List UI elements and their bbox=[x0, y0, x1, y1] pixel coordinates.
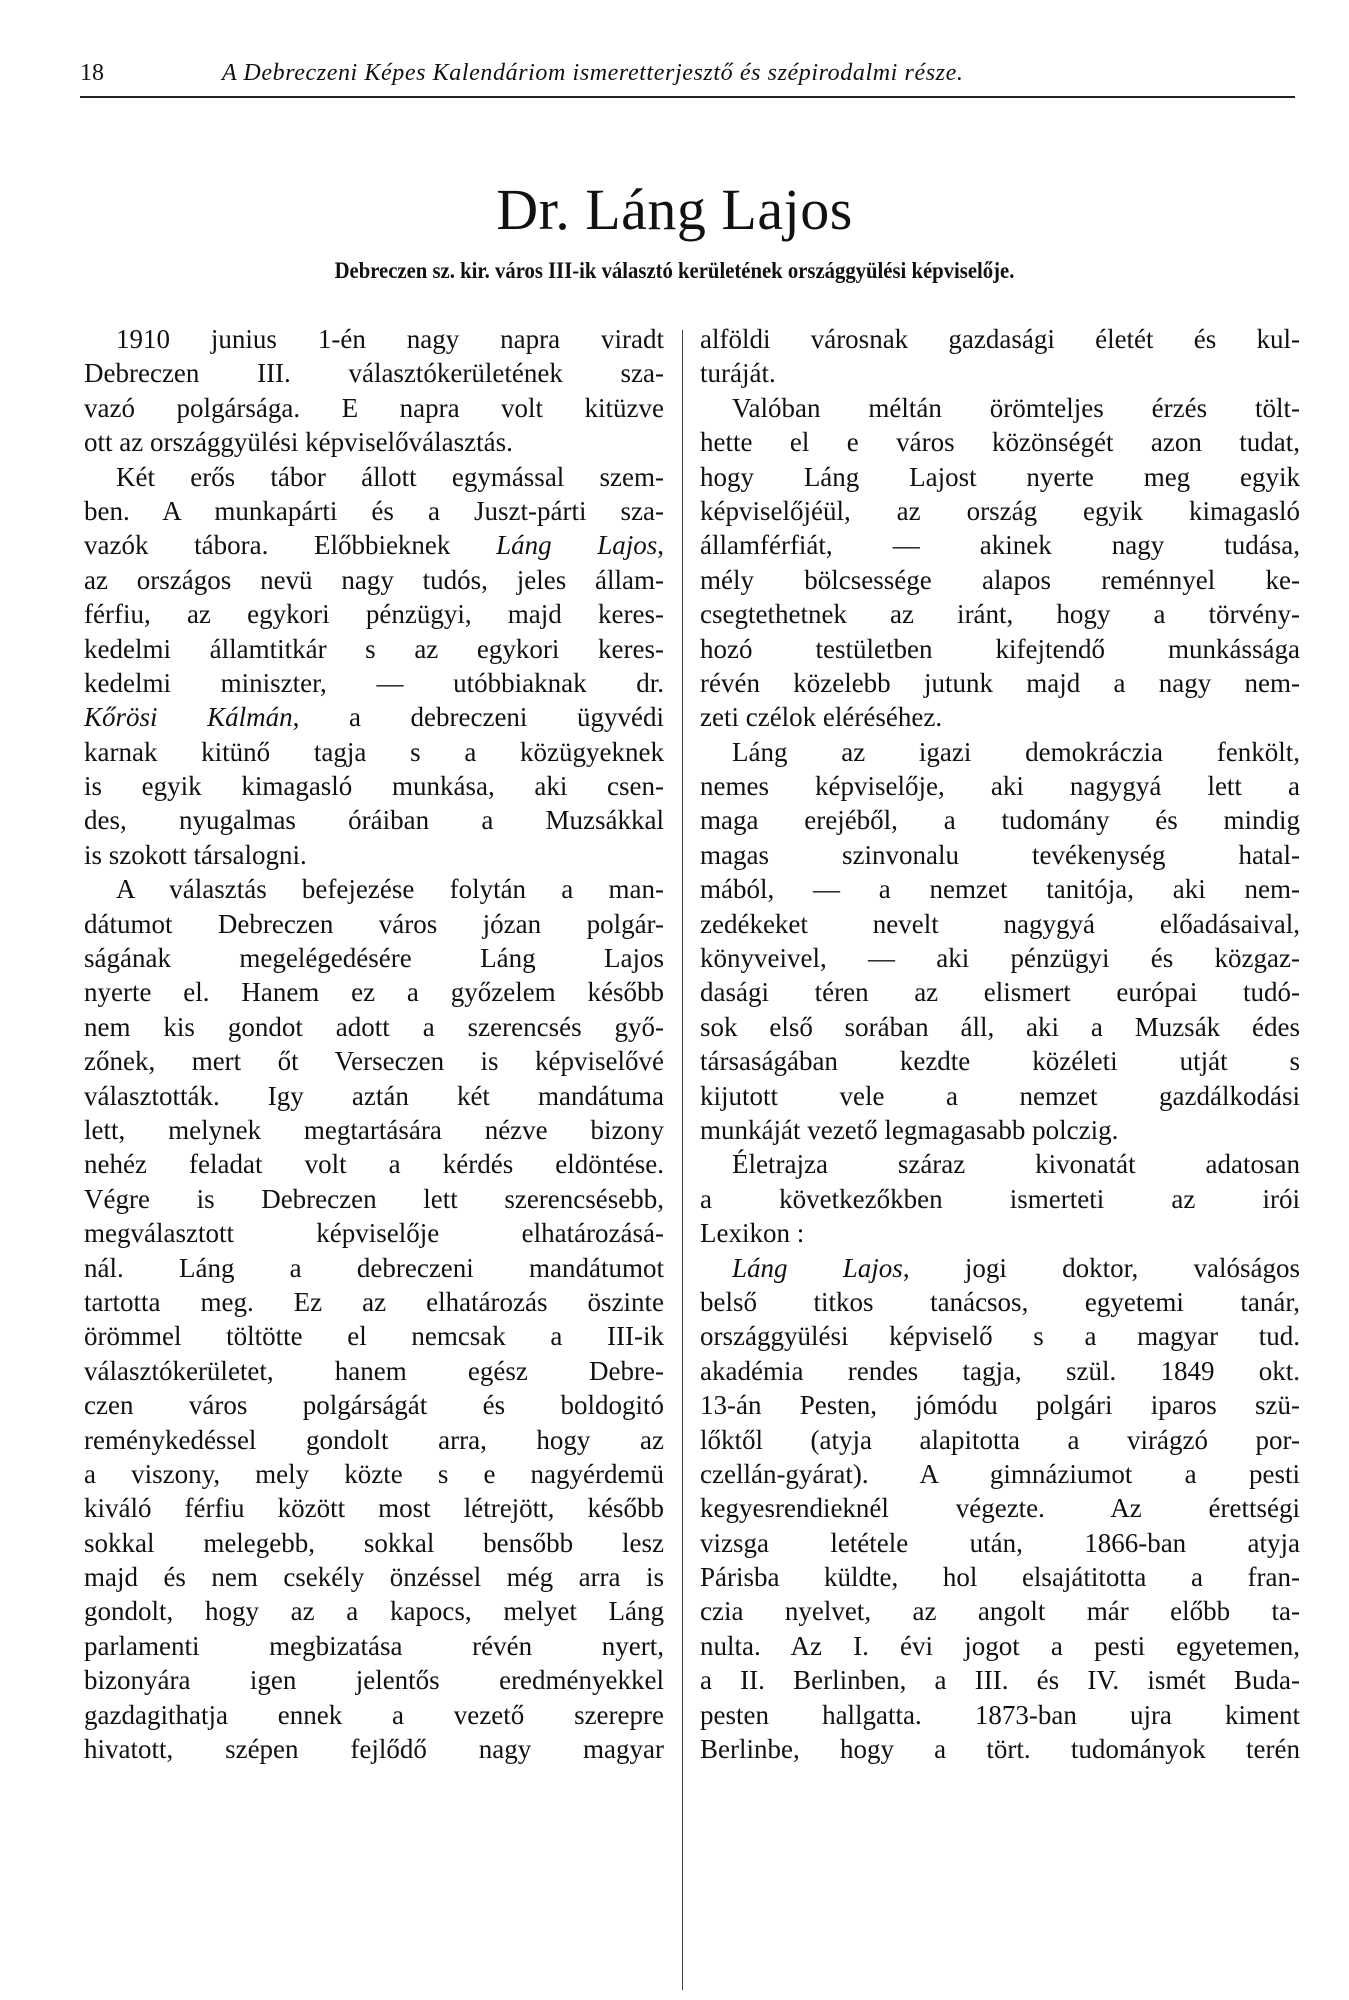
text-line: turáját. bbox=[700, 358, 776, 389]
text-line: zőnek, mert őt Verseczen is képviselővé bbox=[84, 1046, 664, 1077]
text-line: Kőrösi Kálmán, a debreczeni ügyvédi bbox=[84, 702, 664, 733]
text-line: ott az országgyülési képviselőválasztás. bbox=[84, 427, 513, 458]
text-line: dasági téren az elismert európai tudó- bbox=[700, 977, 1300, 1008]
page-number: 18 bbox=[80, 60, 104, 86]
text-line: hette el e város közönségét azon tudat, bbox=[700, 427, 1300, 458]
italic-name: Kőrösi Kálmán bbox=[84, 702, 293, 733]
text-line: a következőkben ismerteti az irói bbox=[700, 1183, 1300, 1214]
running-head-title: A Debreczeni Képes Kalendáriom ismeretterjesztő és szépirodalmi része. bbox=[222, 60, 964, 86]
text-line: alföldi városnak gazdasági életét és kul- bbox=[700, 324, 1300, 354]
text-line: belső titkos tanácsos, egyetemi tanár, bbox=[700, 1286, 1300, 1317]
text-line: Láng az igazi demokráczia fenkölt, bbox=[732, 736, 1300, 767]
text-line: Debreczen III. választókerületének sza- bbox=[84, 358, 664, 389]
text-line: parlamenti megbizatása révén nyert, bbox=[84, 1630, 664, 1661]
text-line: maga erejéből, a tudomány és mindig bbox=[700, 805, 1300, 836]
text-line: választották. Igy aztán két mandátuma bbox=[84, 1080, 664, 1111]
italic-name: Láng Lajos bbox=[496, 530, 658, 561]
text-line: ben. A munkapárti és a Juszt-párti sza- bbox=[84, 495, 664, 526]
text-line: akadémia rendes tagja, szül. 1849 okt. bbox=[700, 1355, 1300, 1386]
text-line: 13-án Pesten, jómódu polgári iparos szü- bbox=[700, 1390, 1300, 1421]
text-line: Párisba küldte, hol elsajátitotta a fran- bbox=[700, 1562, 1300, 1593]
text-line: vazók tábora. Előbbieknek Láng Lajos, bbox=[84, 530, 664, 561]
text-line: Életrajza száraz kivonatát adatosan bbox=[732, 1149, 1300, 1180]
running-head bbox=[80, 58, 1295, 98]
text-line: Berlinbe, hogy a tört. tudományok terén bbox=[700, 1734, 1300, 1765]
text-line: mély bölcsessége alapos reménnyel ke- bbox=[700, 564, 1300, 595]
text-line: czen város polgárságát és boldogitó bbox=[84, 1390, 664, 1421]
text-line: választókerületet, hanem egész Debre- bbox=[84, 1355, 664, 1386]
text-line: országgyülési képviselő s a magyar tud. bbox=[700, 1321, 1300, 1352]
text-line: könyveivel, — aki pénzügyi és közgaz- bbox=[700, 943, 1300, 974]
text-line: sok első sorában áll, aki a Muzsák édes bbox=[700, 1011, 1300, 1042]
text-line: nehéz feladat volt a kérdés eldöntése. bbox=[84, 1149, 664, 1180]
text-line: vizsga letétele után, 1866-ban atyja bbox=[700, 1527, 1300, 1558]
text-line: nál. Láng a debreczeni mandátumot bbox=[84, 1252, 664, 1283]
text-line: sokkal melegebb, sokkal bensőbb lesz bbox=[84, 1527, 664, 1558]
text-line: képviselőjéül, az ország egyik kimagasló bbox=[700, 495, 1300, 526]
text-line: a II. Berlinben, a III. és IV. ismét Buda- bbox=[700, 1665, 1300, 1696]
text-line: nemes képviselője, aki nagygyá lett a bbox=[700, 771, 1300, 802]
text-line: munkáját vezető legmagasabb polczig. bbox=[700, 1114, 1119, 1145]
text-line: Végre is Debreczen lett szerencsésebb, bbox=[84, 1183, 664, 1214]
text-line: a viszony, mely közte s e nagyérdemü bbox=[84, 1458, 664, 1489]
text-line: is egyik kimagasló munkása, aki csen- bbox=[84, 771, 664, 802]
text-line: férfiu, az egykori pénzügyi, majd keres- bbox=[84, 599, 664, 630]
text-line: dátumot Debreczen város józan polgár- bbox=[84, 908, 664, 939]
text-line: megválasztott képviselője elhatározásá- bbox=[84, 1218, 664, 1249]
text-line: hivatott, szépen fejlődő nagy magyar bbox=[84, 1734, 664, 1765]
text-line: mából, — a nemzet tanitója, aki nem- bbox=[700, 874, 1300, 905]
right-column bbox=[700, 322, 1300, 1766]
text-line: társaságában kezdte közéleti utját s bbox=[700, 1046, 1300, 1077]
text-line: gondolt, hogy az a kapocs, melyet Láng bbox=[84, 1596, 664, 1627]
italic-name: Láng Lajos bbox=[732, 1252, 903, 1283]
article-title: Dr. Láng Lajos bbox=[496, 177, 853, 242]
header-rule bbox=[80, 96, 1295, 98]
text-line: örömmel töltötte el nemcsak a III-ik bbox=[84, 1321, 664, 1352]
text-line: kiváló férfiu között most létrejött, később bbox=[84, 1493, 664, 1524]
text-line: kedelmi miniszter, — utóbbiaknak dr. bbox=[84, 667, 664, 698]
text-line: is szokott társalogni. bbox=[84, 839, 307, 870]
text-line: Lexikon : bbox=[700, 1218, 805, 1249]
text-line: lett, melynek megtartására nézve bizony bbox=[84, 1114, 664, 1145]
text-line: csegtethetnek az iránt, hogy a törvény- bbox=[700, 599, 1300, 630]
text-line: hozó testületben kifejtendő munkássága bbox=[700, 633, 1300, 664]
text-line: des, nyugalmas óráiban a Muzsákkal bbox=[84, 805, 664, 836]
text-line: az országos nevü nagy tudós, jeles állam- bbox=[84, 564, 664, 595]
text-line: Két erős tábor állott egymással szem- bbox=[116, 461, 664, 492]
text-line: bizonyára igen jelentős eredményekkel bbox=[84, 1665, 664, 1696]
text-line: nyerte el. Hanem ez a győzelem később bbox=[84, 977, 664, 1008]
article-subtitle: Debreczen sz. kir. város III-ik választó kerületének országgyülési képviselője. bbox=[334, 258, 1015, 283]
text-line: nulta. Az I. évi jogot a pesti egyetemen, bbox=[700, 1630, 1300, 1661]
text-line: zedékeket nevelt nagygyá előadásaival, bbox=[700, 908, 1300, 939]
text-line: vazó polgársága. E napra volt kitüzve bbox=[84, 392, 664, 423]
text-line: pesten hallgatta. 1873-ban ujra kiment bbox=[700, 1699, 1300, 1730]
text-line: A választás befejezése folytán a man- bbox=[116, 874, 664, 905]
text-line: gazdagithatja ennek a vezető szerepre bbox=[84, 1699, 664, 1730]
text-line: Valóban méltán örömteljes érzés tölt- bbox=[732, 392, 1300, 423]
text-line: tartotta meg. Ez az elhatározás öszinte bbox=[84, 1286, 664, 1317]
text-line: 1910 junius 1-én nagy napra viradt bbox=[116, 324, 664, 354]
text-line: karnak kitünő tagja s a közügyeknek bbox=[84, 736, 664, 767]
text-line: hogy Láng Lajost nyerte meg egyik bbox=[700, 461, 1300, 492]
left-column bbox=[84, 322, 664, 1766]
text-line: kijutott vele a nemzet gazdálkodási bbox=[700, 1080, 1300, 1111]
text-line: Láng Lajos, jogi doktor, valóságos bbox=[732, 1252, 1300, 1283]
text-line: czellán-gyárat). A gimnáziumot a pesti bbox=[700, 1458, 1300, 1489]
text-line: reménykedéssel gondolt arra, hogy az bbox=[84, 1424, 664, 1455]
text-line: czia nyelvet, az angolt már előbb ta- bbox=[700, 1596, 1300, 1627]
text-line: kegyesrendieknél végezte. Az érettségi bbox=[700, 1493, 1300, 1524]
text-line: lőktől (atyja alapitotta a virágzó por- bbox=[700, 1424, 1300, 1455]
text-line: kedelmi államtitkár s az egykori keres- bbox=[84, 633, 664, 664]
text-line: nem kis gondot adott a szerencsés győ- bbox=[84, 1011, 664, 1042]
text-line: államférfiát, — akinek nagy tudása, bbox=[700, 530, 1300, 561]
column-divider bbox=[682, 330, 683, 1990]
text-line: magas szinvonalu tevékenység hatal- bbox=[700, 839, 1300, 870]
text-line: zeti czélok eléréséhez. bbox=[700, 702, 943, 733]
text-line: ságának megelégedésére Láng Lajos bbox=[84, 943, 664, 974]
text-line: majd és nem csekély önzéssel még arra is bbox=[84, 1562, 664, 1593]
text-line: révén közelebb jutunk majd a nagy nem- bbox=[700, 667, 1300, 698]
